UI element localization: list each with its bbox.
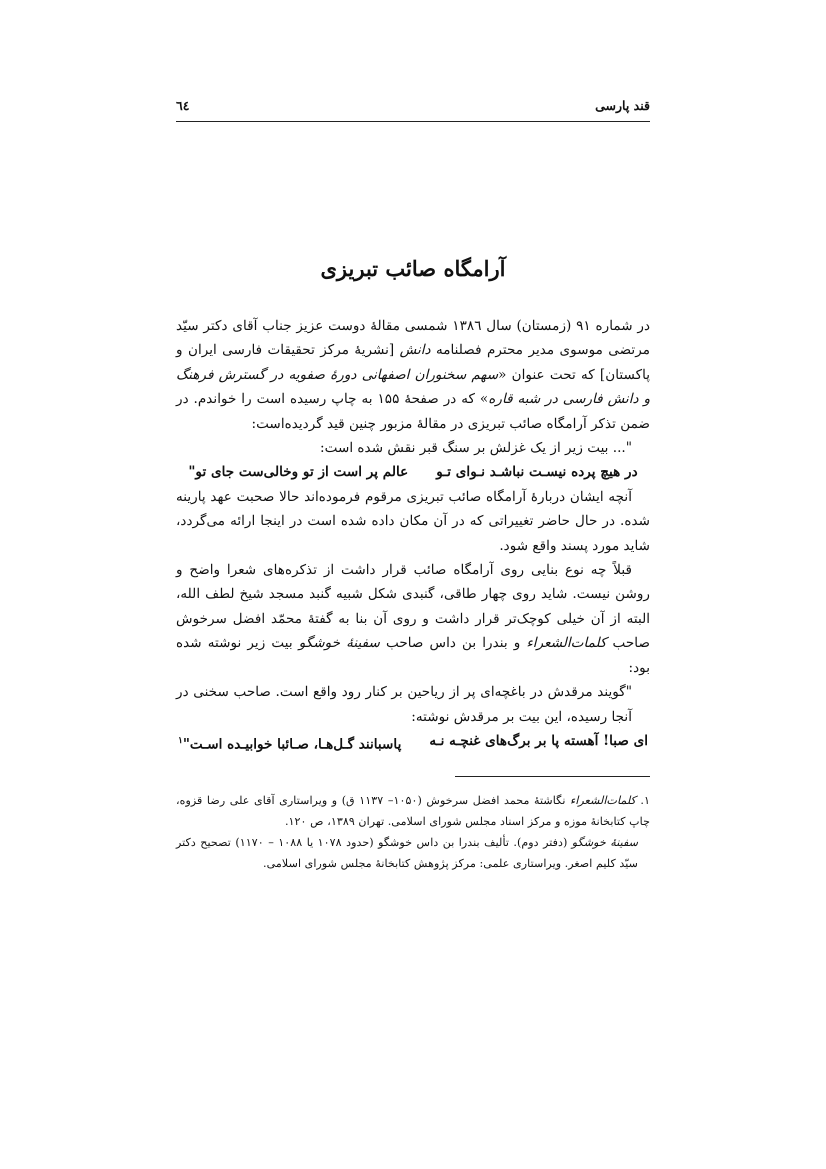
paragraph-3 [176,558,650,680]
footnote-rule [455,776,650,777]
footnotes [176,790,650,874]
text-run: پاسبانند گـل‌هـا، صـائبا خوابیـده اسـت" [182,736,402,753]
verse-2-first-hemistich: ای صبا! آهسته پا بر برگ‌های غنچـه نـه [429,732,649,749]
quote-intro-2: "گویند مرقدش در باغچه‌ای پر از ریاحین بر کنار رود واقع است. صاحب سخنی در آنجا رسیده، این بیت بر مرقدش نوشته: [176,684,632,725]
header-rule [176,121,650,122]
text-run: (دفتر دوم). تألیف بندرا بن داس خوشگو (حدود ۱۰۷۸ یا ۱۰۸۸ – ۱۱۷۰) تصحیح دکتر سیّد کلیم اصغر. ویراستاری علمی: مرکز پژوهش کتابخانهٔ مجلس شورای اسلامی. [176,836,638,870]
quote-intro-1: "... بیت زیر از یک غزلش بر سنگ قبر نقش شده است: [320,440,632,457]
article-body [176,314,650,757]
verse-1-first-hemistich: در هیچ پرده نیسـت نباشـد نـوای تـو [436,464,638,481]
footnote-2 [176,832,650,874]
text-run: بیت زیر نوشته شده بود: [176,635,650,676]
verse-2-second-hemistich [178,729,401,757]
paragraph-1 [176,314,650,436]
verse-1-second-hemistich: عالم پر است از تو وخالی‌ست جای تو" [188,464,409,481]
text-run: در شماره ۹۱ (زمستان) سال ۱۳۸٦ شمسی مقالهٔ دوست عزیز جناب آقای دکتر سیّد مرتضی موسوی مدیر محترم فصلنامه [176,318,650,359]
verse-2 [176,729,650,757]
italic-run: کلمات‌الشعراء [526,635,607,652]
text-run: و بندرا بن داس صاحب [379,635,527,652]
text-run: قبلاً چه نوع بنایی روی آرامگاه صائب قرار داشت از تذکره‌های شعرا واضح و روشن نیست. شاید روی چهار طاقی، گنبدی شکل شبیه گنبد مسجد شیخ لطف الله، البته از آن خیلی کوچک‌تر قرار داشت و روی آن بنا به گفتهٔ محمّد افضل سرخوش صاحب [176,562,650,652]
text-run: [نشریهٔ مرکز تحقیقات فارسی ایران و پاکستان] که تحت عنوان « [176,342,650,383]
text-run: » که در صفحهٔ ۱۵۵ به چاپ رسیده است را خواندم. در ضمن تذکر آرامگاه صائب تبریزی در مقالهٔ مزبور چنین قید گردیده‌است: [176,391,650,432]
paragraph-2: آنچه ایشان دربارهٔ آرامگاه صائب تبریزی مرقوم فرموده‌اند حالا صحبت عهد پارینه شده. در حال حاضر تغییراتی که در آن مکان داده شده است در اینجا ارائه می‌گردد، شاید مورد پسند واقع شود. [176,488,650,554]
text-run: ۱. [635,794,650,807]
journal-name: قند پارسی [595,98,650,113]
italic-run: سفینهٔ خوشگو [298,635,380,652]
footnote-1 [176,790,650,832]
italic-run: دانش [399,342,431,359]
italic-run: کلمات‌الشعراء [570,794,636,807]
text-run: نگاشتهٔ محمد افضل سرخوش (۱۰۵۰– ۱۱۳۷ ق) و ویراستاری آقای علی رضا قزوه، چاپ کتابخانهٔ موزه و مرکز اسناد مجلس شورای اسلامی. تهران ۱۳۸۹، ص ۱۲۰. [176,794,650,828]
italic-run: سهم سخنوران اصفهانی دورهٔ صفویه در گسترش فرهنگ و دانش فارسی در شبه قاره [176,366,651,408]
italic-run: سفینهٔ خوشگو [571,836,638,849]
verse-1 [176,460,650,484]
running-header [176,98,650,120]
article-title: آرامگاه صائب تبریزی [320,256,506,281]
page-number: ٦٤ [176,98,190,113]
footnote-marker[interactable]: ۱ [177,735,183,746]
